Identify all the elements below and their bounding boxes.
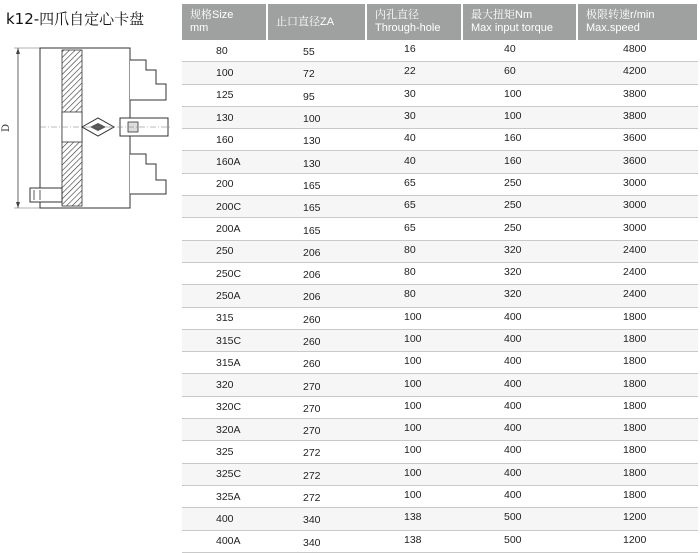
cell-through-hole: 40: [366, 129, 462, 151]
cell-za: 206: [267, 262, 366, 284]
cell-speed: 2400: [577, 262, 698, 284]
cell-speed: 1200: [577, 508, 698, 530]
table-row: [182, 218, 698, 240]
table-header-row: [182, 4, 698, 40]
table-row: [182, 262, 698, 284]
table-row: [182, 84, 698, 106]
cell-speed: 3800: [577, 84, 698, 106]
header-speed: 极限转速r/min Max.speed: [577, 4, 698, 40]
table-row: [182, 352, 698, 374]
table-row: [182, 307, 698, 329]
cell-size: 315: [182, 307, 267, 329]
cell-za: 206: [267, 285, 366, 307]
cell-through-hole: 100: [366, 485, 462, 507]
cell-speed: 1800: [577, 485, 698, 507]
cell-torque: 400: [462, 396, 577, 418]
cell-through-hole: 138: [366, 508, 462, 530]
cell-torque: 100: [462, 84, 577, 106]
cell-size: 315C: [182, 329, 267, 351]
cell-size: 130: [182, 106, 267, 128]
table-row: [182, 173, 698, 195]
cell-speed: 4200: [577, 62, 698, 84]
cell-size: 160: [182, 129, 267, 151]
cell-za: 340: [267, 508, 366, 530]
table-row: [182, 374, 698, 396]
cell-torque: 400: [462, 374, 577, 396]
cell-speed: 1800: [577, 307, 698, 329]
table-row: [182, 151, 698, 173]
cell-size: 320C: [182, 396, 267, 418]
table-row: [182, 396, 698, 418]
table-row: [182, 441, 698, 463]
cell-through-hole: 80: [366, 240, 462, 262]
cell-speed: 3600: [577, 151, 698, 173]
cell-through-hole: 100: [366, 307, 462, 329]
cell-torque: 500: [462, 508, 577, 530]
cell-torque: 60: [462, 62, 577, 84]
cell-size: 250C: [182, 262, 267, 284]
cell-through-hole: 30: [366, 84, 462, 106]
cell-size: 160A: [182, 151, 267, 173]
cell-size: 320: [182, 374, 267, 396]
cell-speed: 3000: [577, 196, 698, 218]
cell-torque: 250: [462, 196, 577, 218]
cell-za: 270: [267, 374, 366, 396]
header-za: 止口直径ZA: [267, 4, 366, 40]
header-torque: 最大扭矩Nm Max input torque: [462, 4, 577, 40]
cell-torque: 320: [462, 285, 577, 307]
cell-torque: 250: [462, 218, 577, 240]
cell-speed: 3800: [577, 106, 698, 128]
cell-za: 55: [267, 40, 366, 62]
cell-size: 400A: [182, 530, 267, 552]
table-row: [182, 196, 698, 218]
page-title: k12-四爪自定心卡盘: [6, 10, 145, 28]
cell-za: 260: [267, 307, 366, 329]
cell-through-hole: 100: [366, 396, 462, 418]
cell-za: 260: [267, 352, 366, 374]
cell-za: 165: [267, 173, 366, 195]
cell-speed: 1800: [577, 329, 698, 351]
cell-torque: 400: [462, 352, 577, 374]
cell-size: 320A: [182, 419, 267, 441]
cell-torque: 100: [462, 106, 577, 128]
cell-through-hole: 65: [366, 218, 462, 240]
table-row: [182, 329, 698, 351]
cell-za: 130: [267, 151, 366, 173]
cell-speed: 1800: [577, 396, 698, 418]
cell-through-hole: 30: [366, 106, 462, 128]
table-row: [182, 485, 698, 507]
cell-size: 200: [182, 173, 267, 195]
cell-speed: 4800: [577, 40, 698, 62]
cell-through-hole: 65: [366, 196, 462, 218]
cell-through-hole: 100: [366, 441, 462, 463]
cell-size: 100: [182, 62, 267, 84]
cell-torque: 320: [462, 240, 577, 262]
cell-torque: 400: [462, 463, 577, 485]
header-through-hole: 内孔直径 Through-hole: [366, 4, 462, 40]
cell-through-hole: 80: [366, 262, 462, 284]
table-row: [182, 240, 698, 262]
table-row: [182, 508, 698, 530]
cell-za: 270: [267, 419, 366, 441]
cell-za: 272: [267, 463, 366, 485]
cell-torque: 250: [462, 173, 577, 195]
cell-torque: 40: [462, 40, 577, 62]
cell-speed: 3600: [577, 129, 698, 151]
cell-torque: 400: [462, 485, 577, 507]
cell-torque: 160: [462, 151, 577, 173]
cell-through-hole: 40: [366, 151, 462, 173]
cell-through-hole: 80: [366, 285, 462, 307]
cell-speed: 2400: [577, 240, 698, 262]
cell-speed: 1800: [577, 352, 698, 374]
cell-through-hole: 22: [366, 62, 462, 84]
cell-speed: 1800: [577, 441, 698, 463]
chuck-cross-section-drawing: [0, 40, 180, 220]
cell-za: 272: [267, 441, 366, 463]
cell-through-hole: 100: [366, 374, 462, 396]
cell-size: 125: [182, 84, 267, 106]
cell-speed: 2400: [577, 285, 698, 307]
cell-through-hole: 16: [366, 40, 462, 62]
cell-za: 260: [267, 329, 366, 351]
cell-torque: 160: [462, 129, 577, 151]
cell-za: 72: [267, 62, 366, 84]
cell-torque: 400: [462, 419, 577, 441]
cell-size: 400: [182, 508, 267, 530]
cell-through-hole: 65: [366, 173, 462, 195]
cell-size: 325: [182, 441, 267, 463]
cell-size: 325C: [182, 463, 267, 485]
cell-through-hole: 100: [366, 419, 462, 441]
cell-size: 200C: [182, 196, 267, 218]
cell-through-hole: 100: [366, 352, 462, 374]
cell-speed: 1200: [577, 530, 698, 552]
cell-torque: 400: [462, 329, 577, 351]
cell-za: 130: [267, 129, 366, 151]
table-row: [182, 106, 698, 128]
cell-za: 270: [267, 396, 366, 418]
cell-speed: 3000: [577, 173, 698, 195]
table-row: [182, 285, 698, 307]
cell-size: 80: [182, 40, 267, 62]
cell-za: 165: [267, 196, 366, 218]
cell-za: 165: [267, 218, 366, 240]
cell-torque: 320: [462, 262, 577, 284]
cell-through-hole: 100: [366, 463, 462, 485]
table-row: [182, 463, 698, 485]
cell-speed: 1800: [577, 374, 698, 396]
spec-table: [182, 4, 699, 553]
cell-torque: 500: [462, 530, 577, 552]
cell-size: 200A: [182, 218, 267, 240]
cell-size: 315A: [182, 352, 267, 374]
cell-size: 250: [182, 240, 267, 262]
cell-size: 325A: [182, 485, 267, 507]
cell-through-hole: 100: [366, 329, 462, 351]
table-row: [182, 129, 698, 151]
cell-za: 95: [267, 84, 366, 106]
table-row: [182, 419, 698, 441]
cell-torque: 400: [462, 441, 577, 463]
cell-za: 272: [267, 485, 366, 507]
cell-speed: 1800: [577, 419, 698, 441]
table-row: [182, 530, 698, 552]
cell-torque: 400: [462, 307, 577, 329]
cell-size: 250A: [182, 285, 267, 307]
dimension-label-d: D: [1, 123, 12, 132]
table-row: [182, 40, 698, 62]
table-row: [182, 62, 698, 84]
cell-speed: 3000: [577, 218, 698, 240]
cell-speed: 1800: [577, 463, 698, 485]
cell-za: 340: [267, 530, 366, 552]
cell-through-hole: 138: [366, 530, 462, 552]
cell-za: 100: [267, 106, 366, 128]
header-size: 规格Size mm: [182, 4, 267, 40]
cell-za: 206: [267, 240, 366, 262]
